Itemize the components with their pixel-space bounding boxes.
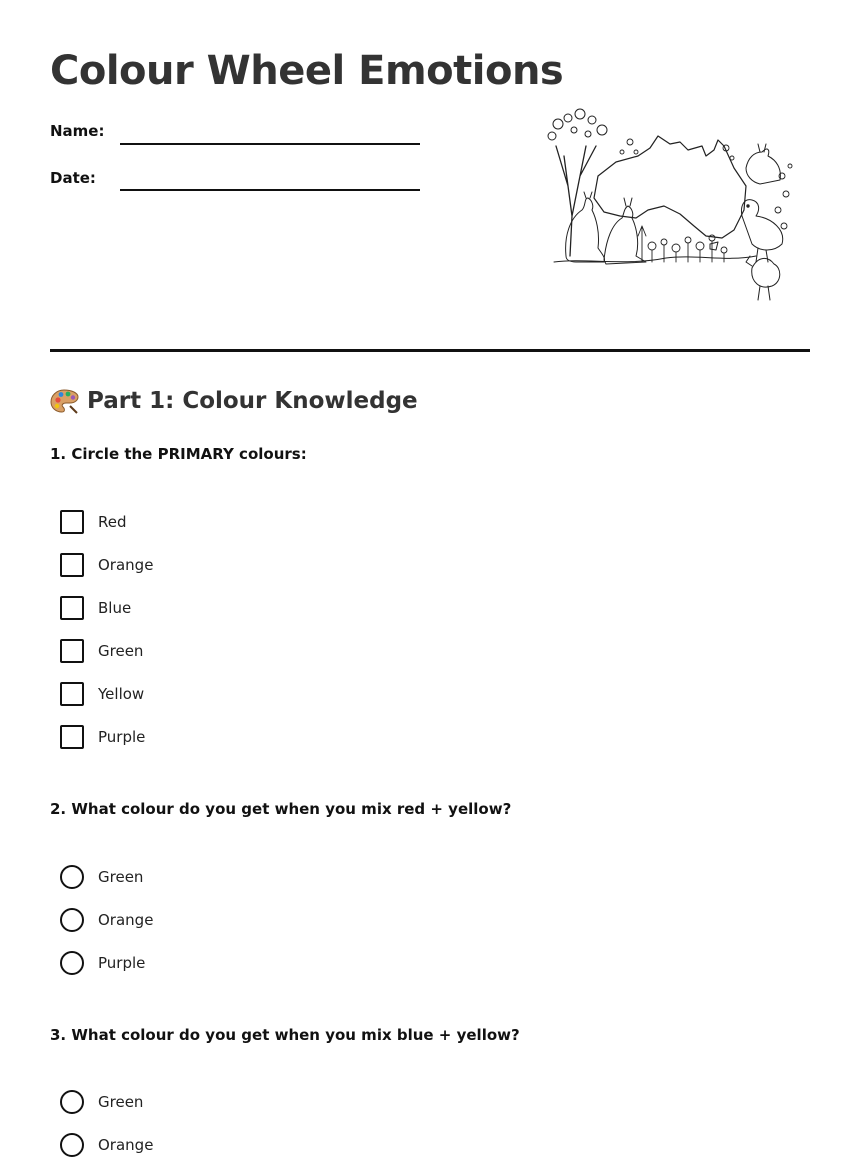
radio-button[interactable] — [60, 865, 84, 889]
option-label: Purple — [98, 728, 146, 746]
checkbox[interactable] — [60, 553, 84, 577]
radio-button[interactable] — [60, 1090, 84, 1114]
option-label: Blue — [98, 599, 132, 617]
q1-option-purple[interactable] — [60, 725, 145, 749]
q2-option-green[interactable] — [60, 865, 143, 889]
option-label: Orange — [98, 1136, 154, 1154]
q1-option-green[interactable] — [60, 639, 143, 663]
part1-heading — [50, 388, 418, 414]
q2-option-orange[interactable] — [60, 908, 153, 932]
section-divider — [50, 349, 810, 352]
radio-button[interactable] — [60, 908, 84, 932]
checkbox[interactable] — [60, 510, 84, 534]
option-label: Orange — [98, 556, 154, 574]
name-label: Name: — [50, 122, 105, 140]
page-title: Colour Wheel Emotions — [50, 48, 564, 94]
checkbox[interactable] — [60, 725, 84, 749]
question-3: 3. What colour do you get when you mix blue + yellow? — [50, 1026, 520, 1044]
australian-animals-illustration — [546, 106, 798, 304]
option-label: Red — [98, 513, 127, 531]
question-1: 1. Circle the PRIMARY colours: — [50, 445, 307, 463]
question-2: 2. What colour do you get when you mix red + yellow? — [50, 800, 512, 818]
q2-option-purple[interactable] — [60, 951, 145, 975]
checkbox[interactable] — [60, 596, 84, 620]
name-field[interactable] — [120, 143, 420, 145]
option-label: Yellow — [98, 685, 145, 703]
option-label: Green — [98, 642, 144, 660]
q1-option-blue[interactable] — [60, 596, 131, 620]
option-label: Green — [98, 1093, 144, 1111]
checkbox[interactable] — [60, 682, 84, 706]
q1-option-orange[interactable] — [60, 553, 153, 577]
q3-option-orange[interactable] — [60, 1133, 153, 1157]
radio-button[interactable] — [60, 951, 84, 975]
checkbox[interactable] — [60, 639, 84, 663]
option-label: Orange — [98, 911, 154, 929]
date-field[interactable] — [120, 189, 420, 191]
q3-option-green[interactable] — [60, 1090, 143, 1114]
q1-option-red[interactable] — [60, 510, 127, 534]
radio-button[interactable] — [60, 1133, 84, 1157]
date-label: Date: — [50, 169, 96, 187]
part1-heading-text: Part 1: Colour Knowledge — [87, 388, 418, 414]
option-label: Green — [98, 868, 144, 886]
option-label: Purple — [98, 954, 146, 972]
artist-palette-icon — [50, 388, 79, 414]
q1-option-yellow[interactable] — [60, 682, 144, 706]
